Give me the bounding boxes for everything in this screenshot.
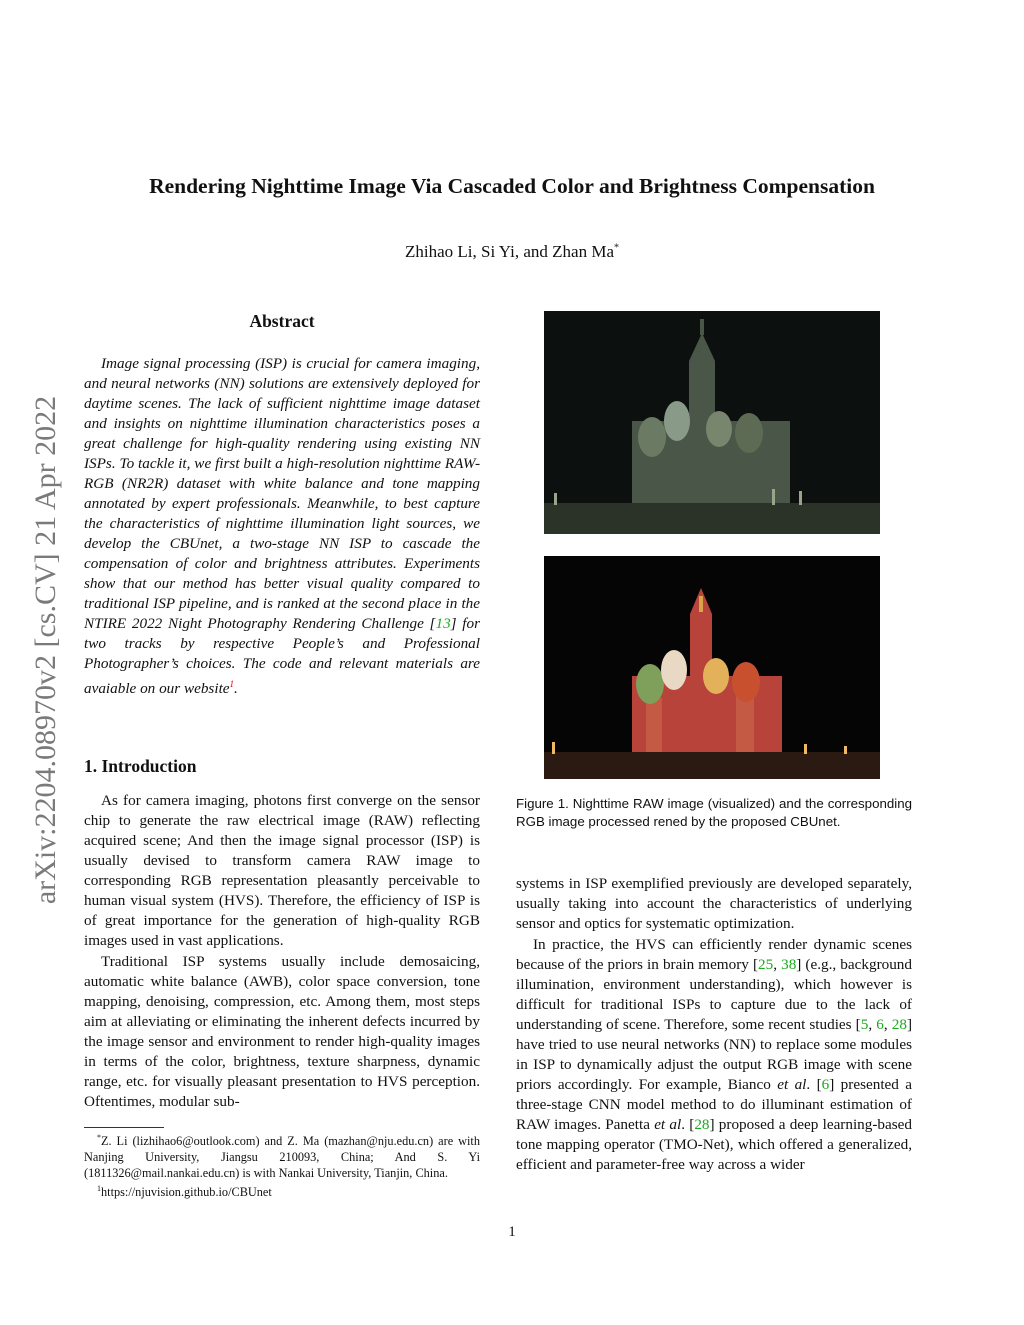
citation-link[interactable]: 25 bbox=[758, 956, 774, 973]
citation-link[interactable]: 5 bbox=[860, 1016, 869, 1033]
citation-separator: , bbox=[868, 1016, 877, 1033]
footnote-2-url[interactable]: https://njuvision.github.io/CBUnet bbox=[101, 1185, 272, 1200]
para-text: ] presented a three-stage CNN model method to do illuminant estimation of RAW images. Panetta bbox=[516, 1076, 912, 1133]
right-paragraph-2 bbox=[516, 935, 912, 1175]
intro-paragraph-2: Traditional ISP systems usually include demosaicing, automatic white balance (AWB), color space conversion, tone mapping, denoising, compression, etc. Among them, most steps aim at alleviating or eliminating the inherent defects incurred by the image sensor and environment to render high-quality images in terms of the color, brightness, texture sharpness, dynamic range, etc. for visually pleasant presentation to HVS perception. Oftentimes, modular sub- bbox=[84, 953, 480, 1110]
author-footnote-mark: * bbox=[614, 242, 619, 254]
paper-title: Rendering Nighttime Image Via Cascaded Color and Brightness Compensation bbox=[149, 174, 875, 198]
abstract-text-continued: ] for two tracks by respective People’s and Professional Photographer’s choices. The code and relevant materials are avaiable on our website bbox=[84, 615, 480, 698]
footnote-1-text: Z. Li (lizhihao6@outlook.com) and Z. Ma (mazhan@nju.edu.cn) are with Nanjing University, Jiangsu 210093, China; And S. Yi (1811326@mail.nankai.edu.cn) is with Nankai University, Tianjin, China. bbox=[84, 1134, 480, 1181]
footnote-link[interactable]: 1 bbox=[229, 679, 235, 689]
et-al: et al bbox=[777, 1076, 807, 1093]
abstract-text: Image signal processing (ISP) is crucial for camera imaging, and neural networks (NN) solutions are extensively deployed for daytime scenes. The lack of sufficient nighttime image dataset and insights on nighttime illumination characteristics poses a great challenge for high-quality rendering using existing NN ISPs. To tackle it, we first built a high-resolution nighttime RAW-RGB (NR2R) dataset with white balance and tone mapping annotated by expert professionals. Meanwhile, to best capture the characteristics of nighttime illumination light sources, we develop the CBUnet, a two-stage NN ISP to cascade the compensation of color and brightness attributes. Experiments show that our method has better visual quality compared to traditional ISP pipeline, and is ranked at the second place in the NTIRE 2022 Night Photography Rendering Challenge [ bbox=[84, 355, 480, 632]
para-text: . [ bbox=[806, 1076, 822, 1093]
figure-raw-image bbox=[544, 311, 880, 534]
citation-separator: , bbox=[773, 956, 782, 973]
section-heading-introduction: 1. Introduction bbox=[84, 756, 197, 776]
figure-caption: Figure 1. Nighttime RAW image (visualized) and the corresponding RGB image processed rened by the proposed CBUnet. bbox=[516, 796, 912, 829]
abstract-body bbox=[84, 354, 480, 699]
citation-separator: , bbox=[883, 1016, 892, 1033]
citation-link[interactable]: 28 bbox=[694, 1116, 710, 1133]
arxiv-sidebar bbox=[26, 350, 66, 950]
para-text: ] proposed a deep learning-based tone mapping operator (TMO-Net), which offered a generalized, efficient and parameter-free way across a wider bbox=[516, 1116, 913, 1173]
citation-link[interactable]: 6 bbox=[821, 1076, 830, 1093]
abstract-end: . bbox=[234, 680, 238, 698]
para-text: In practice, the HVS can efficiently render dynamic scenes because of the priors in brain memory [ bbox=[516, 936, 912, 973]
introduction-body bbox=[84, 791, 480, 1112]
right-column-body bbox=[516, 874, 912, 1175]
para-text: ] have tried to use neural networks (NN) to replace some modules in ISP to dynamically adjust the output RGB image with scene priors accordingly. For example, Bianco bbox=[516, 1016, 912, 1093]
rgb-cathedral-illustration bbox=[544, 556, 880, 779]
author-list bbox=[0, 242, 1024, 262]
footnote-divider bbox=[84, 1127, 164, 1128]
intro-paragraph-1: As for camera imaging, photons first converge on the sensor chip to generate the raw electrical image (RAW) reflecting acquired scene; And then the image signal processor (ISP) is usually devised to transform camera RAW image to corresponding RGB representation pleasantly perceivable to human visual system (HVS). Therefore, the efficiency of ISP is of great importance for the generation of high-quality RGB images used in vast applications. bbox=[84, 792, 480, 949]
arxiv-identifier: arXiv:2204.08970v2 [cs.CV] 21 Apr 2022 bbox=[29, 395, 62, 905]
citation-link[interactable]: 28 bbox=[891, 1016, 907, 1033]
raw-cathedral-illustration bbox=[544, 311, 880, 534]
citation-link[interactable]: 6 bbox=[876, 1016, 884, 1033]
author-names: Zhihao Li, Si Yi, and Zhan Ma bbox=[404, 242, 614, 261]
figure-rgb-image bbox=[544, 556, 880, 779]
right-paragraph-1: systems in ISP exemplified previously are developed separately, usually taking into account the characteristics of underlying sensor and optics for systematic optimization. bbox=[516, 875, 912, 932]
page-number: 1 bbox=[508, 1224, 516, 1240]
para-text: ] (e.g., background illumination, environment understanding), which however is difficult for traditional ISPs to capture due to the lack of understanding of scene. Therefore, some recent studies [ bbox=[516, 956, 912, 1033]
abstract-heading: Abstract bbox=[249, 311, 315, 331]
footnote-1-mark: * bbox=[97, 1133, 101, 1142]
citation-link[interactable]: 38 bbox=[781, 956, 797, 973]
et-al: et al bbox=[654, 1116, 682, 1133]
para-text: . [ bbox=[681, 1116, 695, 1133]
footnote-2-mark: 1 bbox=[97, 1184, 101, 1194]
footnotes bbox=[84, 1130, 480, 1200]
citation-link[interactable]: 13 bbox=[435, 615, 451, 632]
